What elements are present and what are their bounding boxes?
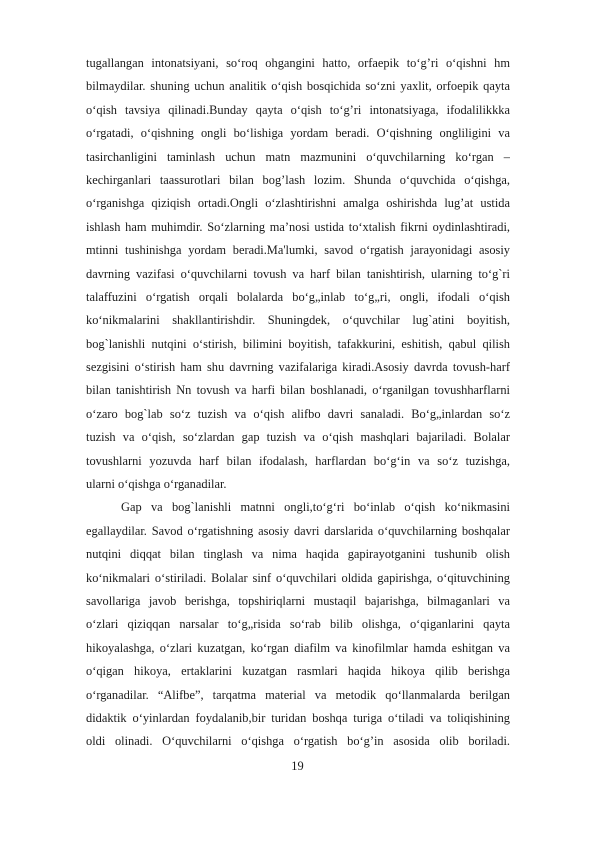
text-line: kechirganlari taassurotlari bilan bog’lash lozim. Shunda o‘quvchida o‘qishga, — [86, 172, 510, 187]
body-text — [86, 52, 510, 754]
text-line: o‘zaro bog`lab so‘z tuzish va o‘qish alifbo davri sanaladi. Bo‘g„inlardan so‘z — [86, 406, 510, 421]
text-line: o‘zlari qiziqqan narsalar to‘g„risida so‘rab bilib olishga, o‘qiganlarini qayta — [86, 617, 510, 632]
text-line: mtinni tushinishga yordam beradi.Ma'lumki, savod o‘rgatish jarayonidagi asosiy — [86, 243, 510, 258]
page-number: 19 — [291, 759, 304, 773]
text-line: ko‘nikmalari o‘stiriladi. Bolalar sinf o‘quvchilari oldida gapirishga, o‘qituvchining — [86, 570, 510, 585]
text-line: tuzish va o‘qish, so‘zlardan gap tuzish va o‘qish mashqlari bajariladi. Bolalar — [86, 430, 510, 445]
text-line: o‘qish tavsiya qilinadi.Bunday qayta o‘qish to‘g’ri intonatsiyaga, ifodalilikkka — [86, 102, 510, 117]
text-line: nutqini diqqat bilan tinglash va nima haqida gapirayotganini tushunib olish — [86, 547, 510, 562]
text-line: ko‘nikmalarini shakllantirishdir. Shuningdek, o‘quvchilar lug`atini boyitish, — [86, 313, 510, 328]
text-line: ishlash ham muhimdir. So‘zlarning ma’nosi ustida to‘xtalish fikrni oydinlashtiradi, — [86, 219, 510, 234]
text-line: tugallangan intonatsiyani, so‘roq ohgangini hatto, orfaepik to‘g’ri o‘qishni hm — [86, 56, 510, 70]
text-line: o‘qigan hikoya, ertaklarini kuzatgan rasmlari haqida hikoya qilib berishga — [86, 664, 510, 679]
text-line: egallaydilar. Savod o‘rgatishning asosiy davri darslarida o‘quvchilarning boshqalar — [86, 523, 510, 538]
text-line: o‘rganishga qiziqish ortadi.Ongli o‘zlashtirishni amalga oshirishda lug’at ustida — [86, 196, 510, 211]
text-line: oldi olinadi. O‘quvchilarni o‘qishga o‘rgatish bo‘g’in asosida olib boriladi. — [86, 734, 510, 749]
text-line: didaktik o‘yinlardan foydalanib,bir turidan boshqa turiga o‘tiladi va toliqishining — [86, 710, 510, 725]
text-line: savollariga javob berishga, topshiriqlarni mustaqil bajarishga, bilmaganlari va — [86, 593, 510, 608]
text-line: bilmaydilar. shuning uchun analitik o‘qish bosqichida so‘zni yaxlit, orfoepik qayta — [86, 79, 510, 94]
paragraph-end-line: ularni o‘qishga o‘rganadilar. — [86, 477, 227, 492]
text-line: sezgisini o‘stirish ham shu davrning vazifalariga kiradi.Asosiy davrda tovush-harf — [86, 360, 510, 375]
text-line: tasirchanligini taminlash uchun matn mazmunini o‘quvchilarning ko‘rgan – — [86, 149, 510, 164]
text-line: o‘rganadilar. “Alifbe”, tarqatma material va metodik qo‘llanmalarda berilgan — [86, 687, 510, 702]
text-line: bog`lanishli nutqini o‘stirish, bilimini boyitish, tafakkurini, eshitish, qabul qilish — [86, 336, 510, 351]
text-line: talaffuzini o‘rgatish orqali bolalarda bo‘g„inlab to‘g„ri, ongli, ifodali o‘qish — [86, 289, 510, 304]
paragraph-start-line: Gap va bog`lanishli matnni ongli,to‘g‘ri bo‘inlab o‘qish ko‘nikmasini — [121, 500, 510, 515]
text-line: bilan tanishtirish Nn tovush va harfi bilan boshlanadi, o‘rganilgan tovushharflarni — [86, 383, 510, 398]
text-line: o‘rgatadi, o‘qishning ongli bo‘lishiga yordam beradi. O‘qishning ongliligini va — [86, 126, 510, 141]
text-line: tovushlarni yozuvda harf bilan ifodalash, harflardan bo‘g‘in va so‘z tuzishga, — [86, 453, 510, 468]
text-line: hikoyalashga, o‘zlari kuzatgan, ko‘rgan diafilm va kinofilmlar hamda eshitgan va — [86, 640, 510, 655]
text-line: davrning vazifasi o‘quvchilarni tovush va harf bilan tanishtirish, ularning to‘g`ri — [86, 266, 510, 281]
